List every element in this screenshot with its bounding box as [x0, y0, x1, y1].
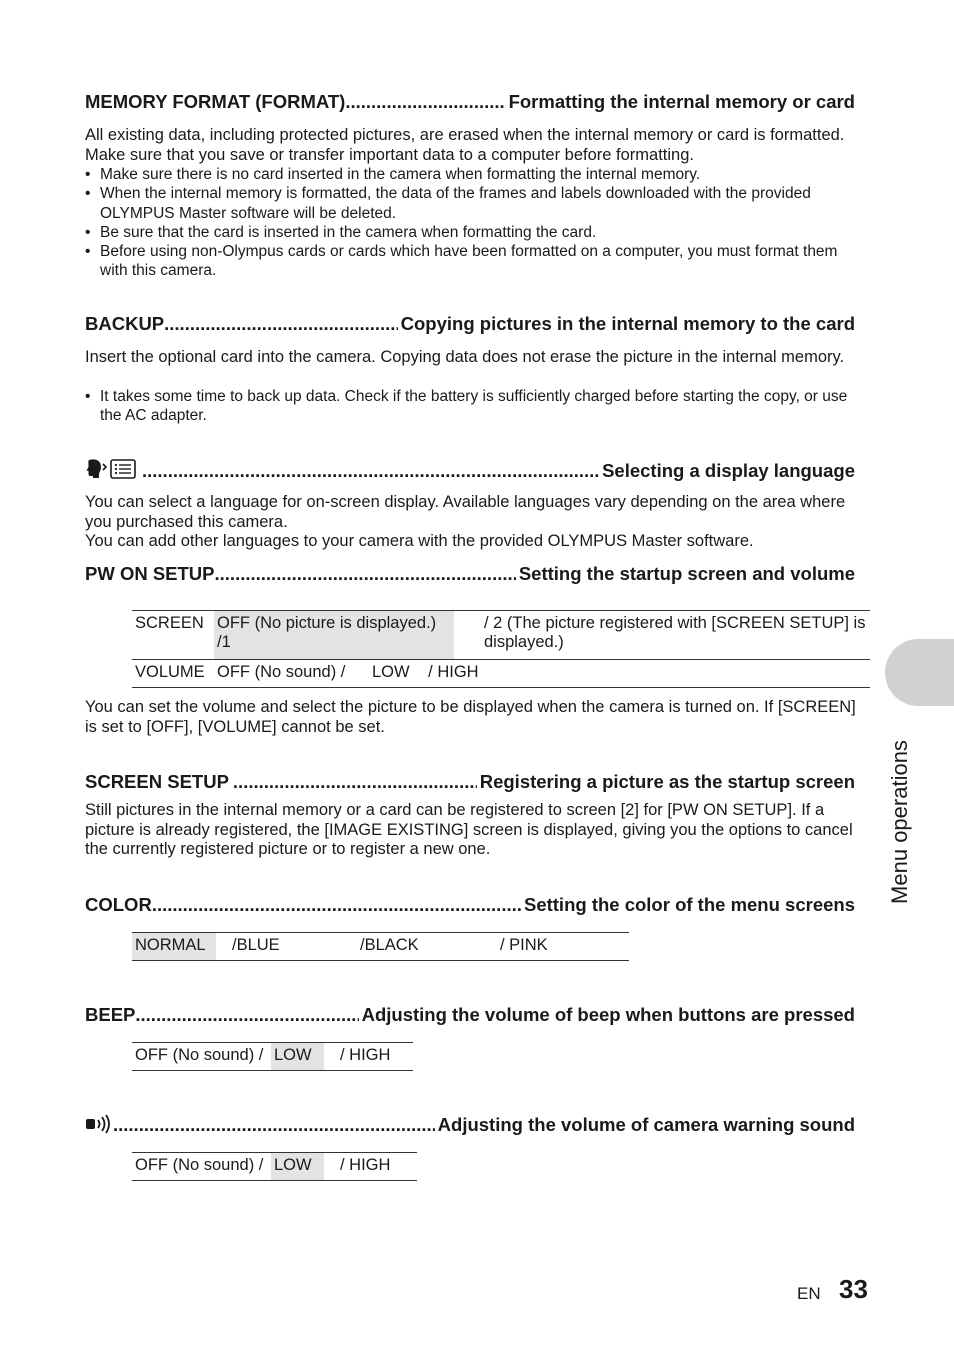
- backup-heading: [85, 313, 855, 335]
- list-item: • Be sure that the card is inserted in the camera when formatting the card.: [85, 223, 869, 242]
- dot-leader: [137, 460, 599, 482]
- heading-desc: Adjusting the volume of camera warning sound: [437, 1114, 855, 1135]
- dot-leader: [229, 771, 477, 793]
- table-row: [132, 1043, 413, 1071]
- heading-desc: Adjusting the volume of beep when buttons are pressed: [361, 1004, 855, 1025]
- dot-leader: [113, 1114, 435, 1136]
- color-option-normal: NORMAL: [132, 933, 216, 961]
- backup-bullets: [85, 387, 869, 426]
- dot-leader: [164, 313, 398, 335]
- heading-key: COLOR: [85, 894, 152, 915]
- dot-leader: [215, 563, 516, 585]
- speaker-icon: [85, 1114, 113, 1136]
- screen-option-2: / 2 (The picture registered with [SCREEN SETUP] is displayed.): [484, 614, 866, 651]
- table-row: [132, 933, 629, 961]
- color-option-black: /BLACK: [360, 936, 419, 954]
- warning-option-low: LOW: [271, 1153, 324, 1181]
- page-number: 33: [839, 1274, 868, 1304]
- heading-desc: Selecting a display language: [602, 460, 855, 481]
- volume-option-low: LOW: [371, 663, 410, 681]
- warning-option-off: OFF (No sound) /: [135, 1156, 264, 1174]
- warning-option-high: / HIGH: [340, 1156, 391, 1174]
- volume-option-high: / HIGH: [428, 663, 479, 681]
- table-row: [132, 1153, 417, 1181]
- warning-sound-heading: [85, 1114, 855, 1136]
- language-icon: [85, 458, 137, 482]
- color-option-blue: /BLUE: [232, 936, 280, 954]
- heading-desc: Setting the startup screen and volume: [518, 563, 855, 584]
- memory-format-heading: [85, 91, 855, 113]
- dot-leader: [152, 894, 521, 916]
- heading-desc: Copying pictures in the internal memory to the card: [400, 313, 855, 334]
- volume-label: VOLUME: [135, 663, 205, 681]
- beep-heading: [85, 1004, 855, 1026]
- volume-option-off: OFF (No sound) /: [217, 663, 346, 681]
- beep-option-off: OFF (No sound) /: [135, 1046, 264, 1064]
- language-text-2: You can add other languages to your camera with the provided OLYMPUS Master software.: [85, 532, 754, 550]
- pw-on-setup-text: You can set the volume and select the picture to be displayed when the camera is turned on. If [SCREEN] is set to [OFF], [VOLUME] cannot be set.: [85, 698, 856, 736]
- heading-desc: Registering a picture as the startup screen: [479, 771, 855, 792]
- screen-setup-text: Still pictures in the internal memory or a card can be registered to screen [2] for [PW ON SETUP]. If a picture is already registered, the [IMAGE EXISTING] screen is displayed, giving you the options to cancel the currently registered picture or to register a new one.: [85, 801, 853, 858]
- warning-sound-options-table: [132, 1152, 417, 1181]
- list-item: • Make sure there is no card inserted in the camera when formatting the internal memory.: [85, 165, 869, 184]
- list-item: • When the internal memory is formatted, the data of the frames and labels downloaded with the provided OLYMPUS Master software will be deleted.: [85, 184, 869, 223]
- screen-label: SCREEN: [135, 614, 204, 632]
- heading-desc: Formatting the internal memory or card: [508, 91, 855, 112]
- footer-language: EN: [797, 1284, 821, 1303]
- table-row: [132, 611, 870, 660]
- dot-leader: [135, 1004, 358, 1026]
- screen-option-off: OFF (No picture is displayed.) /1: [214, 611, 454, 660]
- heading-key: PW ON SETUP: [85, 563, 215, 584]
- pw-on-setup-table: [132, 610, 870, 688]
- screen-setup-heading: [85, 771, 855, 793]
- heading-desc: Setting the color of the menu screens: [523, 894, 855, 915]
- heading-key: BACKUP: [85, 313, 165, 334]
- heading-key: BEEP: [85, 1004, 136, 1025]
- memory-format-bullets: [85, 165, 869, 281]
- chapter-label: Menu operations: [887, 740, 912, 904]
- beep-options-table: [132, 1042, 413, 1071]
- color-heading: [85, 894, 855, 916]
- table-row: [132, 660, 870, 688]
- language-text-1: You can select a language for on-screen display. Available languages vary depending on the area where you purchased this camera.: [85, 493, 846, 531]
- color-options-table: [132, 932, 629, 961]
- beep-option-high: / HIGH: [340, 1046, 391, 1064]
- backup-text: Insert the optional card into the camera. Copying data does not erase the picture in the internal memory.: [85, 348, 845, 366]
- beep-option-low: LOW: [271, 1043, 324, 1071]
- heading-key: MEMORY FORMAT (FORMAT): [85, 91, 346, 112]
- memory-format-text: All existing data, including protected pictures, are erased when the internal memory or card is formatted. Make sure that you save or transfer important data to a computer before formatting.: [85, 126, 845, 164]
- chapter-tab: [885, 639, 954, 706]
- pw-on-setup-heading: [85, 563, 855, 585]
- list-item: • It takes some time to back up data. Check if the battery is sufficiently charged before starting the copy, or use the AC adapter.: [85, 387, 869, 426]
- list-item: • Before using non-Olympus cards or cards which have been formatted on a computer, you must format them with this camera.: [85, 242, 869, 281]
- language-heading: [85, 458, 855, 482]
- volume-options: [214, 660, 870, 688]
- heading-key: SCREEN SETUP: [85, 771, 229, 792]
- dot-leader: [345, 91, 505, 113]
- color-option-pink: / PINK: [500, 936, 548, 954]
